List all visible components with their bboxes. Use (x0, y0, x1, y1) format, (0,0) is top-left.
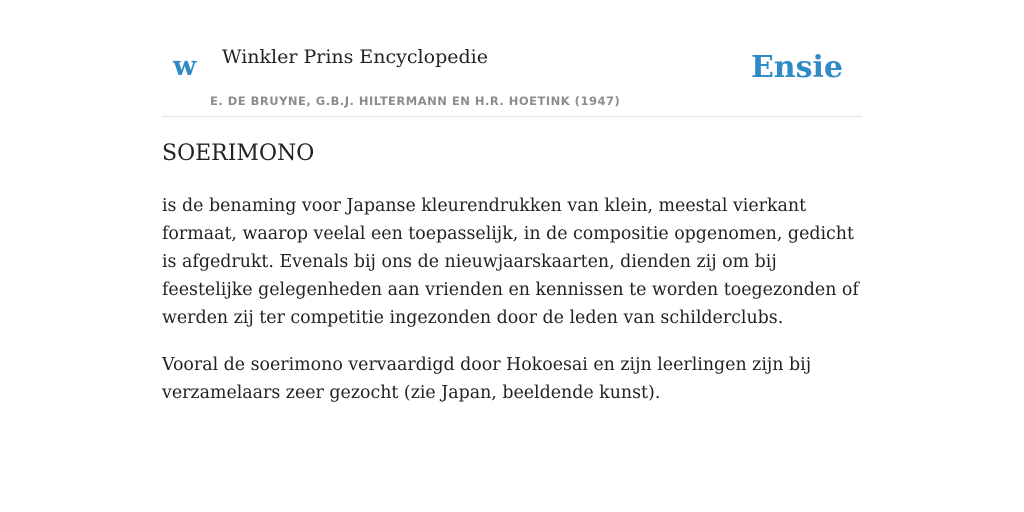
winkler-prins-logo-icon[interactable]: w (173, 51, 197, 82)
entry-body (162, 192, 862, 426)
page (162, 0, 862, 403)
source-header (162, 0, 862, 117)
entry-title: SOERIMONO (162, 141, 315, 166)
source-authors: E. DE BRUYNE, G.B.J. HILTERMANN EN H.R. HOETINK (1947) (210, 94, 621, 108)
entry-paragraph: is de benaming voor Japanse kleurendrukken van klein, meestal vierkant formaat, waarop veelal een toepasselijk, in de compositie opgenomen, gedicht is afgedrukt. Evenals bij ons de nieuwjaarskaarten, dienden zij om bij feestelijke gelegenheden aan vrienden en kennissen te worden toegezonden of werden zij ter competitie ingezonden door de leden van schilderclubs. (162, 196, 859, 328)
source-title-link[interactable]: Winkler Prins Encyclopedie (222, 46, 488, 68)
entry-paragraph: Vooral de soerimono vervaardigd door Hokoesai en zijn leerlingen zijn bij verzamelaars zeer gezocht (zie Japan, beeldende kunst). (162, 355, 812, 403)
ensie-logo-link[interactable]: Ensie (750, 50, 843, 85)
